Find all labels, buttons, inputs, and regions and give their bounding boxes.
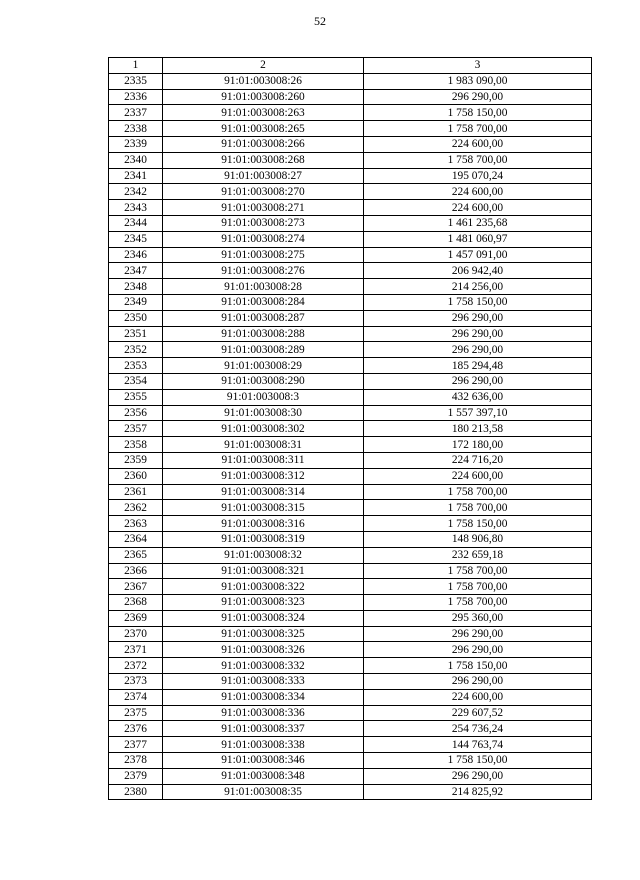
cadastral-value-cell: 1 758 700,00 — [364, 579, 592, 595]
column-header-3: 3 — [364, 58, 592, 74]
cadastral-value-cell: 144 763,74 — [364, 737, 592, 753]
cadastral-number-cell: 91:01:003008:276 — [163, 263, 364, 279]
cadastral-value-cell: 1 758 150,00 — [364, 516, 592, 532]
cadastral-value-cell: 296 290,00 — [364, 342, 592, 358]
row-number-cell: 2360 — [109, 468, 163, 484]
table-row — [109, 595, 592, 611]
cadastral-number-cell: 91:01:003008:302 — [163, 421, 364, 437]
table-row — [109, 310, 592, 326]
table-row — [109, 563, 592, 579]
cadastral-value-cell: 224 600,00 — [364, 200, 592, 216]
cadastral-number-cell: 91:01:003008:346 — [163, 753, 364, 769]
table-row — [109, 531, 592, 547]
table-row — [109, 626, 592, 642]
cadastral-number-cell: 91:01:003008:29 — [163, 358, 364, 374]
row-number-cell: 2342 — [109, 184, 163, 200]
table-row — [109, 784, 592, 800]
cadastral-number-cell: 91:01:003008:284 — [163, 294, 364, 310]
cadastral-number-cell: 91:01:003008:321 — [163, 563, 364, 579]
table-row — [109, 342, 592, 358]
cadastral-number-cell: 91:01:003008:314 — [163, 484, 364, 500]
cadastral-number-cell: 91:01:003008:271 — [163, 200, 364, 216]
cadastral-number-cell: 91:01:003008:32 — [163, 547, 364, 563]
cadastral-number-cell: 91:01:003008:288 — [163, 326, 364, 342]
cadastral-number-cell: 91:01:003008:287 — [163, 310, 364, 326]
cadastral-number-cell: 91:01:003008:35 — [163, 784, 364, 800]
cadastral-value-cell: 214 825,92 — [364, 784, 592, 800]
table-row — [109, 658, 592, 674]
cadastral-value-cell: 1 758 700,00 — [364, 152, 592, 168]
cadastral-number-cell: 91:01:003008:274 — [163, 231, 364, 247]
cadastral-value-cell: 296 290,00 — [364, 310, 592, 326]
cadastral-value-cell: 185 294,48 — [364, 358, 592, 374]
cadastral-number-cell: 91:01:003008:3 — [163, 389, 364, 405]
table-row — [109, 452, 592, 468]
cadastral-value-cell: 224 716,20 — [364, 452, 592, 468]
cadastral-number-cell: 91:01:003008:268 — [163, 152, 364, 168]
table-row — [109, 358, 592, 374]
table-row — [109, 437, 592, 453]
row-number-cell: 2341 — [109, 168, 163, 184]
row-number-cell: 2358 — [109, 437, 163, 453]
cadastral-value-cell: 1 457 091,00 — [364, 247, 592, 263]
row-number-cell: 2348 — [109, 279, 163, 295]
table-row — [109, 89, 592, 105]
cadastral-number-cell: 91:01:003008:319 — [163, 531, 364, 547]
cadastral-value-cell: 206 942,40 — [364, 263, 592, 279]
header-row — [109, 58, 592, 74]
table-row — [109, 294, 592, 310]
row-number-cell: 2364 — [109, 531, 163, 547]
cadastral-value-cell: 1 758 150,00 — [364, 294, 592, 310]
cadastral-value-cell: 296 290,00 — [364, 674, 592, 690]
cadastral-value-cell: 224 600,00 — [364, 136, 592, 152]
row-number-cell: 2352 — [109, 342, 163, 358]
row-number-cell: 2339 — [109, 136, 163, 152]
cadastral-number-cell: 91:01:003008:312 — [163, 468, 364, 484]
row-number-cell: 2355 — [109, 389, 163, 405]
cadastral-number-cell: 91:01:003008:26 — [163, 73, 364, 89]
row-number-cell: 2376 — [109, 721, 163, 737]
row-number-cell: 2335 — [109, 73, 163, 89]
row-number-cell: 2363 — [109, 516, 163, 532]
table-row — [109, 121, 592, 137]
row-number-cell: 2359 — [109, 452, 163, 468]
table-row — [109, 373, 592, 389]
table-row — [109, 405, 592, 421]
row-number-cell: 2369 — [109, 610, 163, 626]
cadastral-number-cell: 91:01:003008:270 — [163, 184, 364, 200]
row-number-cell: 2362 — [109, 500, 163, 516]
cadastral-number-cell: 91:01:003008:334 — [163, 689, 364, 705]
cadastral-number-cell: 91:01:003008:273 — [163, 215, 364, 231]
cadastral-value-cell: 296 290,00 — [364, 326, 592, 342]
row-number-cell: 2378 — [109, 753, 163, 769]
cadastral-value-cell: 1 557 397,10 — [364, 405, 592, 421]
cadastral-value-cell: 1 758 700,00 — [364, 121, 592, 137]
cadastral-value-cell: 1 481 060,97 — [364, 231, 592, 247]
table-row — [109, 547, 592, 563]
cadastral-value-cell: 1 983 090,00 — [364, 73, 592, 89]
table-row — [109, 136, 592, 152]
row-number-cell: 2356 — [109, 405, 163, 421]
cadastral-number-cell: 91:01:003008:333 — [163, 674, 364, 690]
table-row — [109, 705, 592, 721]
table-row — [109, 737, 592, 753]
cadastral-value-cell: 1 758 700,00 — [364, 563, 592, 579]
row-number-cell: 2379 — [109, 768, 163, 784]
table-row — [109, 200, 592, 216]
table-row — [109, 674, 592, 690]
cadastral-number-cell: 91:01:003008:316 — [163, 516, 364, 532]
cadastral-number-cell: 91:01:003008:326 — [163, 642, 364, 658]
table-row — [109, 279, 592, 295]
table-row — [109, 105, 592, 121]
row-number-cell: 2349 — [109, 294, 163, 310]
cadastral-number-cell: 91:01:003008:266 — [163, 136, 364, 152]
cadastral-value-cell: 172 180,00 — [364, 437, 592, 453]
table-row — [109, 516, 592, 532]
row-number-cell: 2345 — [109, 231, 163, 247]
cadastral-value-cell: 1 758 700,00 — [364, 595, 592, 611]
row-number-cell: 2367 — [109, 579, 163, 595]
cadastral-number-cell: 91:01:003008:332 — [163, 658, 364, 674]
row-number-cell: 2350 — [109, 310, 163, 326]
table-row — [109, 168, 592, 184]
row-number-cell: 2374 — [109, 689, 163, 705]
table-row — [109, 721, 592, 737]
column-header-1: 1 — [109, 58, 163, 74]
column-header-2: 2 — [163, 58, 364, 74]
cadastral-value-cell: 1 758 150,00 — [364, 753, 592, 769]
cadastral-value-cell: 224 600,00 — [364, 184, 592, 200]
cadastral-value-cell: 295 360,00 — [364, 610, 592, 626]
table-row — [109, 500, 592, 516]
table-row — [109, 263, 592, 279]
row-number-cell: 2370 — [109, 626, 163, 642]
cadastral-number-cell: 91:01:003008:311 — [163, 452, 364, 468]
table-row — [109, 231, 592, 247]
cadastral-value-cell: 296 290,00 — [364, 768, 592, 784]
table-row — [109, 215, 592, 231]
table-row — [109, 73, 592, 89]
table-row — [109, 753, 592, 769]
row-number-cell: 2373 — [109, 674, 163, 690]
row-number-cell: 2366 — [109, 563, 163, 579]
cadastral-number-cell: 91:01:003008:323 — [163, 595, 364, 611]
cadastral-value-table — [108, 57, 592, 800]
row-number-cell: 2340 — [109, 152, 163, 168]
row-number-cell: 2351 — [109, 326, 163, 342]
row-number-cell: 2337 — [109, 105, 163, 121]
cadastral-number-cell: 91:01:003008:265 — [163, 121, 364, 137]
cadastral-number-cell: 91:01:003008:325 — [163, 626, 364, 642]
row-number-cell: 2377 — [109, 737, 163, 753]
cadastral-number-cell: 91:01:003008:336 — [163, 705, 364, 721]
cadastral-value-cell: 1 758 150,00 — [364, 105, 592, 121]
table-row — [109, 579, 592, 595]
cadastral-value-cell: 296 290,00 — [364, 642, 592, 658]
cadastral-number-cell: 91:01:003008:315 — [163, 500, 364, 516]
cadastral-value-cell: 195 070,24 — [364, 168, 592, 184]
row-number-cell: 2347 — [109, 263, 163, 279]
table-row — [109, 610, 592, 626]
row-number-cell: 2354 — [109, 373, 163, 389]
cadastral-value-cell: 432 636,00 — [364, 389, 592, 405]
row-number-cell: 2371 — [109, 642, 163, 658]
row-number-cell: 2344 — [109, 215, 163, 231]
table-row — [109, 389, 592, 405]
cadastral-number-cell: 91:01:003008:290 — [163, 373, 364, 389]
table-row — [109, 326, 592, 342]
cadastral-value-cell: 232 659,18 — [364, 547, 592, 563]
cadastral-value-cell: 296 290,00 — [364, 373, 592, 389]
row-number-cell: 2380 — [109, 784, 163, 800]
row-number-cell: 2368 — [109, 595, 163, 611]
cadastral-number-cell: 91:01:003008:260 — [163, 89, 364, 105]
row-number-cell: 2343 — [109, 200, 163, 216]
table-row — [109, 247, 592, 263]
row-number-cell: 2357 — [109, 421, 163, 437]
table-row — [109, 468, 592, 484]
row-number-cell: 2372 — [109, 658, 163, 674]
table-row — [109, 184, 592, 200]
row-number-cell: 2346 — [109, 247, 163, 263]
cadastral-number-cell: 91:01:003008:263 — [163, 105, 364, 121]
cadastral-value-cell: 296 290,00 — [364, 89, 592, 105]
cadastral-number-cell: 91:01:003008:322 — [163, 579, 364, 595]
cadastral-number-cell: 91:01:003008:30 — [163, 405, 364, 421]
cadastral-value-cell: 148 906,80 — [364, 531, 592, 547]
cadastral-number-cell: 91:01:003008:348 — [163, 768, 364, 784]
cadastral-value-cell: 1 758 700,00 — [364, 484, 592, 500]
cadastral-value-cell: 214 256,00 — [364, 279, 592, 295]
cadastral-number-cell: 91:01:003008:337 — [163, 721, 364, 737]
cadastral-number-cell: 91:01:003008:31 — [163, 437, 364, 453]
table-row — [109, 689, 592, 705]
page-number: 52 — [314, 14, 326, 28]
cadastral-value-cell: 1 758 700,00 — [364, 500, 592, 516]
cadastral-value-cell: 1 758 150,00 — [364, 658, 592, 674]
table-row — [109, 152, 592, 168]
cadastral-number-cell: 91:01:003008:28 — [163, 279, 364, 295]
table-row — [109, 642, 592, 658]
cadastral-value-cell: 180 213,58 — [364, 421, 592, 437]
cadastral-value-cell: 224 600,00 — [364, 689, 592, 705]
cadastral-value-cell: 254 736,24 — [364, 721, 592, 737]
row-number-cell: 2336 — [109, 89, 163, 105]
table-body — [109, 73, 592, 800]
table-row — [109, 421, 592, 437]
cadastral-value-cell: 296 290,00 — [364, 626, 592, 642]
row-number-cell: 2361 — [109, 484, 163, 500]
cadastral-number-cell: 91:01:003008:338 — [163, 737, 364, 753]
row-number-cell: 2375 — [109, 705, 163, 721]
row-number-cell: 2338 — [109, 121, 163, 137]
row-number-cell: 2353 — [109, 358, 163, 374]
cadastral-number-cell: 91:01:003008:275 — [163, 247, 364, 263]
table-row — [109, 768, 592, 784]
cadastral-number-cell: 91:01:003008:324 — [163, 610, 364, 626]
cadastral-number-cell: 91:01:003008:289 — [163, 342, 364, 358]
cadastral-value-cell: 224 600,00 — [364, 468, 592, 484]
table-row — [109, 484, 592, 500]
cadastral-value-cell: 229 607,52 — [364, 705, 592, 721]
cadastral-value-cell: 1 461 235,68 — [364, 215, 592, 231]
row-number-cell: 2365 — [109, 547, 163, 563]
cadastral-number-cell: 91:01:003008:27 — [163, 168, 364, 184]
